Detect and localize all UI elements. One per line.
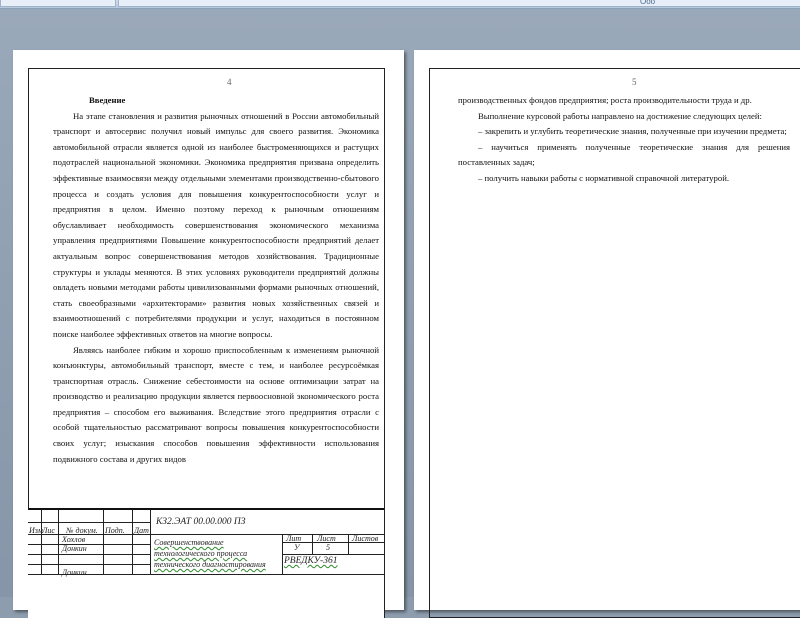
- col-sign: Подп.: [105, 526, 125, 535]
- title-line-1: Совершенствование: [154, 538, 224, 547]
- continuation-line: производственных фондов предприятия; роста производительности труда и др.: [458, 95, 752, 105]
- lit-value: У: [294, 543, 300, 552]
- ribbon-label: Ооо: [640, 0, 656, 6]
- paragraph-2: Являясь наиболее гибким и хорошо приспособленным к изменениям рыночной конъюнктуры, автомобильный транспорт, вместе с тем, и наиболее ресурсоёмкая транспортная отрасль. Снижение себестоимости на основе оптимизации затрат на производство и реализацию продукции является первоосновной экономического роста предприятия – способом его выживания. Вследствие этого предприятия отрасли с особой тщательностью рассматривают вопросы повышения конкурентоспособности своих услуг; изыскания способов повышения эффективности использования подвижного состава и других видов: [53, 344, 379, 464]
- lit-label: Лит: [286, 534, 302, 543]
- goal-item-2: – научиться применять полученные теоретические знания для решения поставленных задач;: [458, 141, 790, 168]
- checker-name: Донкин: [62, 544, 87, 553]
- col-izm: Изм: [29, 526, 43, 535]
- sheet-value: 5: [326, 543, 330, 552]
- col-list: Лис: [42, 526, 55, 535]
- page-4-body[interactable]: [53, 93, 379, 467]
- page-number: 5: [632, 77, 637, 87]
- goals-intro: Выполнение курсовой работы направлено на достижение следующих целей:: [478, 110, 762, 121]
- document-workspace[interactable]: [0, 9, 800, 597]
- ribbon-edge: [0, 0, 800, 9]
- sheets-label: Листов: [352, 534, 379, 543]
- page-number: 4: [227, 77, 232, 87]
- page-5-body[interactable]: [458, 93, 790, 187]
- author-name: Хохлов: [62, 535, 86, 544]
- page-4[interactable]: [13, 50, 404, 610]
- col-doc: № докум.: [66, 526, 98, 535]
- organization-code: РВЕДКУ-361: [284, 556, 338, 566]
- col-date: Дат: [134, 526, 149, 535]
- title-block-stamp: [28, 508, 384, 618]
- section-heading: Введение: [89, 95, 126, 105]
- ribbon-segment-left: [0, 0, 116, 7]
- goal-item-1: – закрепить и углубить теоретические знания, полученные при изучении предмета;: [478, 126, 787, 137]
- document-code: КЗ2.ЭАТ 00.00.000 ПЗ: [156, 517, 246, 527]
- title-line-2: технологического процесса: [154, 549, 248, 558]
- bottom-name: Донкин: [62, 568, 87, 577]
- sheet-label: Лист: [317, 534, 336, 543]
- ribbon-segment-right: [118, 0, 800, 7]
- page-5[interactable]: [414, 50, 800, 610]
- goal-item-3: – получить навыки работы с нормативной справочной литературой.: [478, 172, 730, 183]
- paragraph-1: На этапе становления и развития рыночных отношений в России автомобильный транспорт и автосервис получил новый импульс для своего развития. Экономика автомобильной отрасли является одной из наиболее быстроменяющихся и растущих подотраслей национальной экономики. Экономика предприятия призвана определить эффективные взаимосвязи между отдельными элементами производственно-сбытового процесса и создать условия для повышения конкурентоспособности услуг и предприятия в целом. Именно поэтому переход к рыночным отношениям обуславливает необходимость совершенствования экономического механизма управления предприятиями Повышение конкурентоспособности предприятий делает актуальным вопрос совершенствования методов хозяйствования. Традиционные структуры и уклады меняются. В этих условиях руководители предприятий должны овладеть новыми методами работы цивилизованными формами рыночных отношений, стать своеобразными «архитекторами» развития новых хозяйственных связей и взаимоотношений с потребителями продукции и услуг, находиться в постоянном поиске наиболее эффективных ответов на многие вопросы.: [53, 110, 379, 339]
- title-line-3: технического диагностирования: [154, 560, 266, 569]
